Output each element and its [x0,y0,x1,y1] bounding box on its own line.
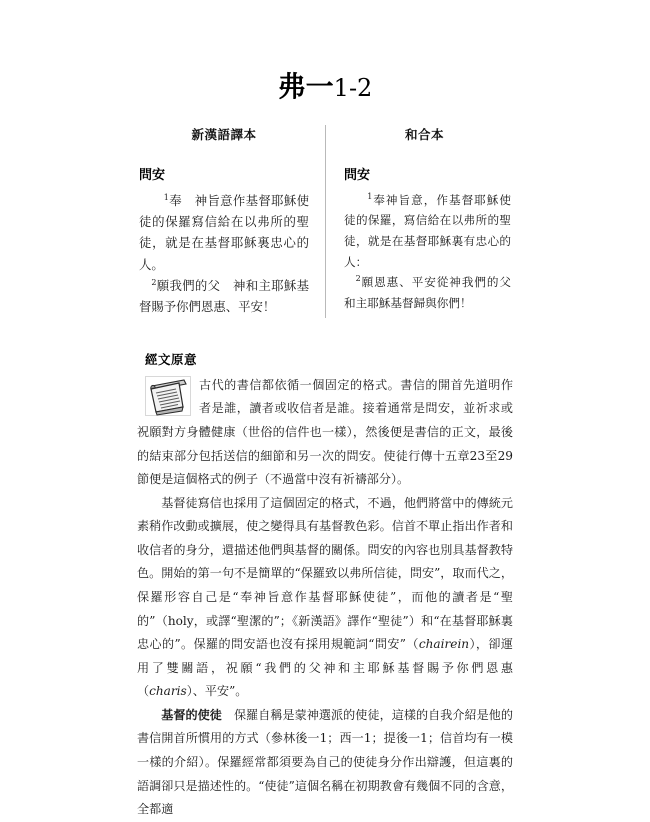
verse-text: 願我們的父 神和主耶穌基督賜予你們恩惠、平安！ [139,278,309,315]
body-paragraph [137,492,513,704]
body-paragraph [137,704,513,822]
verse-number: 1 [163,192,169,202]
translation-header-right: 和合本 [404,126,444,142]
verse-number: 2 [355,274,361,284]
inline-subheading: 基督的使徒 [161,707,222,722]
greek-transliteration: charis [149,684,187,699]
paragraph-text: ，或譯“聖潔的”；《新漢語》譯作“聖徒”）和“在基督耶穌裏忠心的”。保羅的問安語也沒有採用規範詞“問安”（ [137,613,513,652]
verse-break [139,278,151,293]
paragraph-text: ）、平安”。 [186,684,248,699]
parallel-translations [139,125,511,318]
title-verse-range: 1-2 [333,74,373,102]
verse-text: 奉神旨意，作基督耶穌使徒的保羅，寫信給在以弗所的聖徒，就是在基督耶穌裏有忠心的人： [344,192,511,269]
title-book-chapter: 弗一 [277,70,334,103]
verse-text: 願恩惠、平安從神我們的父和主耶穌基督歸與你們！ [344,275,511,310]
body-paragraph [137,374,513,492]
latin-term: holy [167,613,194,628]
paragraph-text: 古代的書信都依循一個固定的格式。書信的開首先道明作者是誰，讀者或收信者是誰。接着通常是問安，並祈求或祝願對方身體健康（世俗的信件也一樣），然後便是書信的正文，最後的結束部分包括送信的細節和另一次的問安。使徒行傳十五章23至29節便是這個格式的例子（不過當中沒有祈禱部分）。 [137,377,513,487]
section-label-left: 問安 [139,167,166,183]
greek-transliteration: chairein [418,637,470,652]
exegesis-section [137,350,513,822]
paragraph-text: 基督徒寫信也採用了這個固定的格式，不過，他們將當中的傳統元素稍作改動或擴展，使之變得具有基督教色彩。信首不單止指出作者和收信者的身分，還描述他們與基督的關係。問安的內容也別具基督教特色。開始的第一句不是簡單的“保羅致以弗所信徒，問安”，取而代之，保羅形容自己是“奉神旨意作基督耶穌使徒”，而他的讀者是“聖的”（ [137,495,513,628]
translation-column-new-chinese [139,125,325,318]
verse-number: 1 [367,191,373,201]
exegesis-body [137,374,513,822]
exegesis-heading: 經文原意 [145,351,198,367]
title-text [278,72,373,103]
verse-number: 2 [151,277,157,287]
paragraph-text: 保羅自稱是蒙神選派的使徒，這樣的自我介紹是他的書信開首所慣用的方式（參林後一1；西一1；提後一1；信首均有一模一樣的介紹）。保羅經常都須要為自己的使徒身分作出辯護，但這裏的語調卻只是描述性的。“使徒”這個名稱在初期教會有幾個不同的含意，全都適 [137,707,513,817]
scroll-icon [145,376,191,416]
paragraph-text: ），卻運用了雙關語，祝願“我們的父神和主耶穌基督賜予你們恩惠（ [137,637,513,699]
verse-paragraph-right [344,190,511,314]
section-label-right: 問安 [344,167,371,183]
verse-text: 奉 神旨意作基督耶穌使徒的保羅寫信給在以弗所的聖徒，就是在基督耶穌裏忠心的人。 [139,192,309,272]
translation-header-left: 新漢語譯本 [191,126,257,142]
translation-column-union-version [325,125,511,318]
verse-paragraph-left [139,190,309,318]
verse-break [344,275,356,289]
page-title [0,0,650,107]
